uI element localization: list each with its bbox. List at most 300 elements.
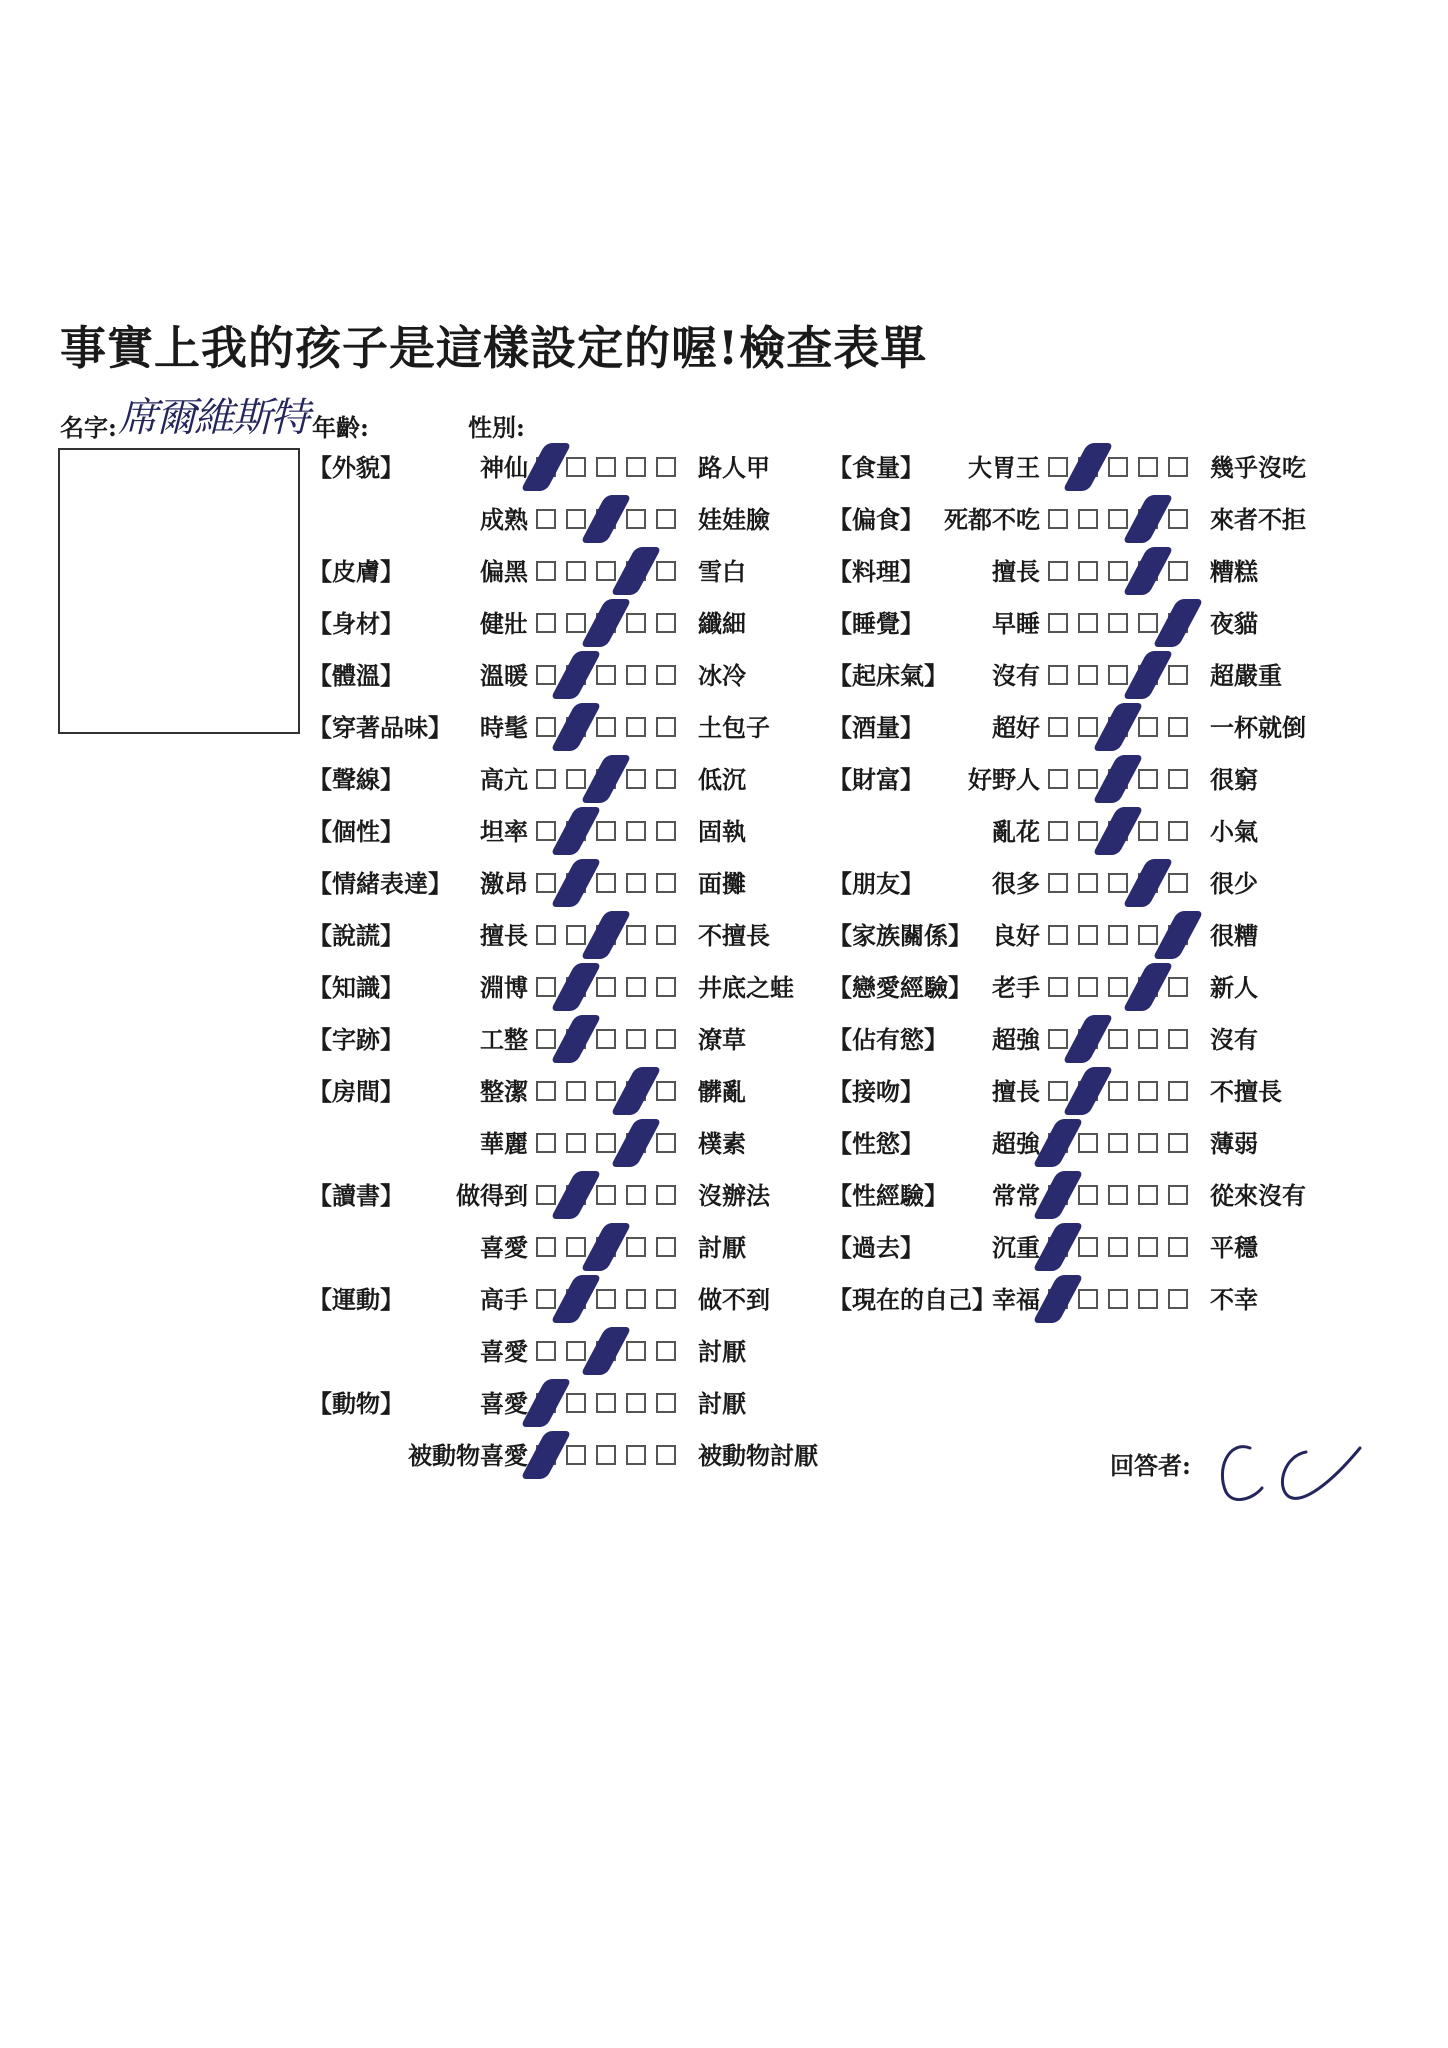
rating-checkbox[interactable]: [626, 613, 646, 633]
rating-checkbox[interactable]: [656, 561, 676, 581]
right-option-label: 潦草: [698, 1025, 746, 1054]
rating-checkbox[interactable]: [626, 509, 646, 529]
rating-checkbox[interactable]: [1168, 821, 1188, 841]
rating-checkbox[interactable]: [656, 509, 676, 529]
rating-checkbox[interactable]: [656, 613, 676, 633]
rating-checkbox[interactable]: [566, 769, 586, 789]
rating-checkbox[interactable]: [1138, 1133, 1158, 1153]
left-checklist-row: [308, 552, 828, 592]
left-option-label: 溫暖: [480, 661, 528, 690]
rating-scale: [536, 509, 686, 533]
rating-checkbox[interactable]: [1108, 613, 1128, 633]
right-option-label: 沒辦法: [698, 1181, 770, 1210]
rating-checkbox[interactable]: [1048, 977, 1068, 997]
rating-checkbox[interactable]: [626, 769, 646, 789]
left-option-label: 亂花: [992, 817, 1040, 846]
rating-checkbox[interactable]: [1138, 1237, 1158, 1257]
rating-checkbox[interactable]: [656, 665, 676, 685]
left-option-label: 時髦: [480, 713, 528, 742]
left-checklist-row: [308, 812, 828, 852]
rating-checkbox[interactable]: [1168, 977, 1188, 997]
check-mark: [1122, 963, 1174, 1011]
check-mark: [550, 703, 602, 751]
rating-checkbox[interactable]: [536, 1029, 556, 1049]
right-option-label: 小氣: [1210, 817, 1258, 846]
rating-checkbox[interactable]: [1048, 561, 1068, 581]
category-label: 【讀書】: [308, 1181, 404, 1210]
check-mark: [610, 1119, 662, 1167]
right-option-label: 髒亂: [698, 1077, 746, 1106]
rating-checkbox[interactable]: [1048, 1029, 1068, 1049]
rating-checkbox[interactable]: [566, 613, 586, 633]
rating-checkbox[interactable]: [1108, 1289, 1128, 1309]
right-option-label: 做不到: [698, 1285, 770, 1314]
rating-checkbox[interactable]: [1138, 769, 1158, 789]
right-checklist-row: [828, 864, 1348, 904]
right-option-label: 幾乎沒吃: [1210, 453, 1306, 482]
rating-checkbox[interactable]: [626, 873, 646, 893]
rating-checkbox[interactable]: [596, 561, 616, 581]
rating-checkbox[interactable]: [1078, 1289, 1098, 1309]
rating-checkbox[interactable]: [1108, 561, 1128, 581]
rating-checkbox[interactable]: [1138, 457, 1158, 477]
left-option-label: 成熟: [480, 505, 528, 534]
name-signature: 席爾維斯特: [118, 395, 308, 441]
rating-scale: [1048, 1185, 1198, 1209]
rating-checkbox[interactable]: [1078, 821, 1098, 841]
check-mark: [580, 599, 632, 647]
left-option-label: 擅長: [992, 557, 1040, 586]
rating-scale: [1048, 821, 1198, 845]
right-option-label: 討厭: [698, 1337, 746, 1366]
rating-checkbox[interactable]: [536, 769, 556, 789]
rating-checkbox[interactable]: [596, 1289, 616, 1309]
right-option-label: 不擅長: [698, 921, 770, 950]
check-mark: [1122, 495, 1174, 543]
left-option-label: 做得到: [456, 1181, 528, 1210]
rating-checkbox[interactable]: [566, 1393, 586, 1413]
rating-checkbox[interactable]: [566, 1133, 586, 1153]
rating-checkbox[interactable]: [626, 1445, 646, 1465]
right-checklist-row: [828, 916, 1348, 956]
rating-checkbox[interactable]: [1168, 1081, 1188, 1101]
rating-checkbox[interactable]: [1078, 977, 1098, 997]
rating-checkbox[interactable]: [536, 613, 556, 633]
check-mark: [1092, 807, 1144, 855]
rating-scale: [1048, 665, 1198, 689]
left-option-label: 死都不吃: [944, 505, 1040, 534]
rating-checkbox[interactable]: [1078, 665, 1098, 685]
right-checklist-row: [828, 656, 1348, 696]
rating-checkbox[interactable]: [626, 925, 646, 945]
left-option-label: 沉重: [992, 1233, 1040, 1262]
rating-checkbox[interactable]: [536, 925, 556, 945]
rating-checkbox[interactable]: [596, 665, 616, 685]
rating-checkbox[interactable]: [596, 1133, 616, 1153]
rating-checkbox[interactable]: [1168, 873, 1188, 893]
right-checklist-row: [828, 604, 1348, 644]
category-label: 【過去】: [828, 1233, 924, 1262]
left-checklist-row: [308, 760, 828, 800]
rating-scale: [1048, 873, 1198, 897]
right-checklist-row: [828, 500, 1348, 540]
rating-checkbox[interactable]: [1048, 613, 1068, 633]
right-checklist-row: [828, 1280, 1348, 1320]
rating-checkbox[interactable]: [1108, 873, 1128, 893]
left-checklist-row: [308, 604, 828, 644]
check-mark: [1062, 1067, 1114, 1115]
rating-checkbox[interactable]: [536, 561, 556, 581]
rating-checkbox[interactable]: [566, 457, 586, 477]
category-label: 【料理】: [828, 557, 924, 586]
left-option-label: 健壯: [480, 609, 528, 638]
rating-checkbox[interactable]: [596, 1029, 616, 1049]
rating-checkbox[interactable]: [1168, 1289, 1188, 1309]
rating-checkbox[interactable]: [1108, 1029, 1128, 1049]
rating-checkbox[interactable]: [1168, 1133, 1188, 1153]
rating-checkbox[interactable]: [1108, 977, 1128, 997]
rating-scale: [1048, 1081, 1198, 1105]
right-option-label: 討厭: [698, 1389, 746, 1418]
rating-checkbox[interactable]: [536, 509, 556, 529]
category-label: 【佔有慾】: [828, 1025, 948, 1054]
category-label: 【偏食】: [828, 505, 924, 534]
rating-checkbox[interactable]: [626, 1237, 646, 1257]
left-option-label: 常常: [992, 1181, 1040, 1210]
left-option-label: 神仙: [480, 453, 528, 482]
rating-scale: [536, 873, 686, 897]
check-mark: [1062, 1015, 1114, 1063]
rating-checkbox[interactable]: [536, 717, 556, 737]
rating-checkbox[interactable]: [656, 873, 676, 893]
left-checklist-row: [308, 1020, 828, 1060]
rating-checkbox[interactable]: [1168, 1237, 1188, 1257]
rating-checkbox[interactable]: [656, 1185, 676, 1205]
rating-scale: [536, 1393, 686, 1417]
rating-checkbox[interactable]: [536, 1341, 556, 1361]
rating-checkbox[interactable]: [1048, 665, 1068, 685]
check-mark: [1062, 443, 1114, 491]
rating-checkbox[interactable]: [656, 1341, 676, 1361]
rating-checkbox[interactable]: [1138, 1185, 1158, 1205]
rating-checkbox[interactable]: [656, 1081, 676, 1101]
rating-scale: [536, 925, 686, 949]
category-label: 【外貌】: [308, 453, 404, 482]
left-checklist-row: [308, 448, 828, 488]
rating-checkbox[interactable]: [1138, 613, 1158, 633]
rating-checkbox[interactable]: [1048, 509, 1068, 529]
rating-checkbox[interactable]: [656, 1133, 676, 1153]
rating-checkbox[interactable]: [566, 1445, 586, 1465]
right-checklist-row: [828, 1020, 1348, 1060]
rating-checkbox[interactable]: [656, 1237, 676, 1257]
check-mark: [1122, 651, 1174, 699]
rating-checkbox[interactable]: [626, 457, 646, 477]
rating-checkbox[interactable]: [1138, 717, 1158, 737]
rating-checkbox[interactable]: [626, 977, 646, 997]
right-checklist-row: [828, 1124, 1348, 1164]
rating-checkbox[interactable]: [1078, 1237, 1098, 1257]
rating-scale: [536, 1445, 686, 1469]
left-checklist-row: [308, 1228, 828, 1268]
rating-checkbox[interactable]: [1138, 1081, 1158, 1101]
rating-checkbox[interactable]: [1078, 561, 1098, 581]
right-option-label: 一杯就倒: [1210, 713, 1306, 742]
category-label: 【性慾】: [828, 1129, 924, 1158]
left-option-label: 華麗: [480, 1129, 528, 1158]
left-checklist-row: [308, 1124, 828, 1164]
right-checklist-row: [828, 968, 1348, 1008]
rating-checkbox[interactable]: [1108, 925, 1128, 945]
rating-checkbox[interactable]: [1078, 1185, 1098, 1205]
category-label: 【聲線】: [308, 765, 404, 794]
category-label: 【朋友】: [828, 869, 924, 898]
left-option-label: 擅長: [480, 921, 528, 950]
rating-checkbox[interactable]: [1138, 1029, 1158, 1049]
rating-checkbox[interactable]: [1138, 821, 1158, 841]
rating-checkbox[interactable]: [1168, 561, 1188, 581]
right-option-label: 被動物討厭: [698, 1441, 818, 1470]
rating-checkbox[interactable]: [656, 1393, 676, 1413]
category-label: 【動物】: [308, 1389, 404, 1418]
category-label: 【現在的自己】: [828, 1285, 996, 1314]
rating-checkbox[interactable]: [626, 665, 646, 685]
rating-checkbox[interactable]: [596, 977, 616, 997]
check-mark: [550, 807, 602, 855]
rating-checkbox[interactable]: [1048, 457, 1068, 477]
check-mark: [550, 963, 602, 1011]
rating-checkbox[interactable]: [566, 509, 586, 529]
rating-checkbox[interactable]: [626, 1393, 646, 1413]
category-label: 【性經驗】: [828, 1181, 948, 1210]
category-label: 【說謊】: [308, 921, 404, 950]
rating-scale: [1048, 509, 1198, 533]
rating-checkbox[interactable]: [1108, 509, 1128, 529]
rating-checkbox[interactable]: [1108, 1237, 1128, 1257]
rating-scale: [1048, 457, 1198, 481]
category-label: 【食量】: [828, 453, 924, 482]
rating-checkbox[interactable]: [1108, 457, 1128, 477]
rating-checkbox[interactable]: [596, 1445, 616, 1465]
rating-checkbox[interactable]: [536, 1237, 556, 1257]
left-option-label: 坦率: [480, 817, 528, 846]
right-option-label: 井底之蛙: [698, 973, 794, 1002]
rating-checkbox[interactable]: [1078, 925, 1098, 945]
rating-checkbox[interactable]: [596, 457, 616, 477]
rating-checkbox[interactable]: [1168, 509, 1188, 529]
rating-checkbox[interactable]: [566, 925, 586, 945]
left-option-label: 幸福: [992, 1285, 1040, 1314]
rating-scale: [536, 1289, 686, 1313]
right-checklist-row: [828, 708, 1348, 748]
rating-checkbox[interactable]: [1168, 457, 1188, 477]
rating-checkbox[interactable]: [626, 1289, 646, 1309]
left-option-label: 整潔: [480, 1077, 528, 1106]
rating-checkbox[interactable]: [536, 665, 556, 685]
left-checklist-row: [308, 1280, 828, 1320]
rating-checkbox[interactable]: [656, 925, 676, 945]
right-option-label: 超嚴重: [1210, 661, 1282, 690]
category-label: 【財富】: [828, 765, 924, 794]
rating-scale: [1048, 717, 1198, 741]
left-option-label: 工整: [480, 1025, 528, 1054]
rating-checkbox[interactable]: [596, 717, 616, 737]
rating-checkbox[interactable]: [626, 1341, 646, 1361]
rating-scale: [1048, 561, 1198, 585]
check-mark: [610, 547, 662, 595]
rating-checkbox[interactable]: [536, 873, 556, 893]
left-option-label: 高手: [480, 1285, 528, 1314]
rating-checkbox[interactable]: [536, 821, 556, 841]
rating-checkbox[interactable]: [596, 873, 616, 893]
rating-checkbox[interactable]: [1078, 509, 1098, 529]
right-option-label: 新人: [1210, 973, 1258, 1002]
respondent-label: 回答者:: [1110, 1451, 1191, 1480]
rating-checkbox[interactable]: [656, 1445, 676, 1465]
left-option-label: 喜愛: [480, 1233, 528, 1262]
right-checklist-row: [828, 448, 1348, 488]
rating-scale: [1048, 1289, 1198, 1313]
rating-checkbox[interactable]: [596, 1185, 616, 1205]
right-option-label: 固執: [698, 817, 746, 846]
check-mark: [550, 1171, 602, 1219]
right-option-label: 很窮: [1210, 765, 1258, 794]
rating-checkbox[interactable]: [536, 1133, 556, 1153]
rating-checkbox[interactable]: [596, 821, 616, 841]
right-option-label: 從來沒有: [1210, 1181, 1306, 1210]
rating-checkbox[interactable]: [1138, 1289, 1158, 1309]
check-mark: [580, 911, 632, 959]
right-option-label: 樸素: [698, 1129, 746, 1158]
rating-checkbox[interactable]: [566, 1237, 586, 1257]
rating-checkbox[interactable]: [1048, 769, 1068, 789]
rating-checkbox[interactable]: [596, 1081, 616, 1101]
right-checklist-row: [828, 1072, 1348, 1112]
check-mark: [580, 1327, 632, 1375]
rating-checkbox[interactable]: [626, 717, 646, 737]
rating-checkbox[interactable]: [536, 1185, 556, 1205]
right-option-label: 薄弱: [1210, 1129, 1258, 1158]
rating-checkbox[interactable]: [656, 821, 676, 841]
category-label: 【接吻】: [828, 1077, 924, 1106]
rating-checkbox[interactable]: [626, 1185, 646, 1205]
category-label: 【家族關係】: [828, 921, 972, 950]
rating-checkbox[interactable]: [1108, 665, 1128, 685]
rating-checkbox[interactable]: [656, 457, 676, 477]
rating-scale: [536, 1185, 686, 1209]
right-option-label: 路人甲: [698, 453, 770, 482]
category-label: 【身材】: [308, 609, 404, 638]
rating-scale: [1048, 1133, 1198, 1157]
rating-scale: [1048, 1029, 1198, 1053]
rating-checkbox[interactable]: [1168, 665, 1188, 685]
right-option-label: 冰冷: [698, 661, 746, 690]
rating-checkbox[interactable]: [626, 821, 646, 841]
category-label: 【房間】: [308, 1077, 404, 1106]
category-label: 【情緒表達】: [308, 869, 452, 898]
rating-scale: [536, 769, 686, 793]
rating-checkbox[interactable]: [596, 1393, 616, 1413]
rating-scale: [1048, 613, 1198, 637]
rating-checkbox[interactable]: [1168, 717, 1188, 737]
right-checklist-row: [828, 552, 1348, 592]
rating-checkbox[interactable]: [566, 1341, 586, 1361]
right-checklist-row: [828, 760, 1348, 800]
left-option-label: 老手: [992, 973, 1040, 1002]
left-checklist-row: [308, 708, 828, 748]
right-checklist-row: [828, 1228, 1348, 1268]
rating-checkbox[interactable]: [536, 977, 556, 997]
rating-checkbox[interactable]: [656, 1289, 676, 1309]
left-option-label: 超好: [992, 713, 1040, 742]
rating-checkbox[interactable]: [1078, 1133, 1098, 1153]
rating-checkbox[interactable]: [1108, 1185, 1128, 1205]
category-label: 【運動】: [308, 1285, 404, 1314]
check-mark: [580, 1223, 632, 1271]
right-option-label: 雪白: [698, 557, 746, 586]
rating-checkbox[interactable]: [1168, 1029, 1188, 1049]
right-checklist-row: [828, 1176, 1348, 1216]
rating-checkbox[interactable]: [1078, 769, 1098, 789]
rating-checkbox[interactable]: [656, 717, 676, 737]
rating-checkbox[interactable]: [566, 561, 586, 581]
left-checklist-row: [308, 916, 828, 956]
left-option-label: 喜愛: [480, 1337, 528, 1366]
check-mark: [1092, 703, 1144, 751]
category-label: 【酒量】: [828, 713, 924, 742]
category-label: 【睡覺】: [828, 609, 924, 638]
rating-checkbox[interactable]: [656, 977, 676, 997]
rating-checkbox[interactable]: [1168, 769, 1188, 789]
check-mark: [1152, 599, 1204, 647]
page-title: 事實上我的孩子是這樣設定的喔!檢查表單: [60, 321, 928, 375]
rating-checkbox[interactable]: [1048, 717, 1068, 737]
category-label: 【知識】: [308, 973, 404, 1002]
rating-scale: [536, 561, 686, 585]
rating-checkbox[interactable]: [1138, 925, 1158, 945]
rating-checkbox[interactable]: [1078, 613, 1098, 633]
rating-scale: [536, 1081, 686, 1105]
rating-checkbox[interactable]: [1108, 1081, 1128, 1101]
rating-checkbox[interactable]: [656, 769, 676, 789]
rating-checkbox[interactable]: [1078, 873, 1098, 893]
rating-checkbox[interactable]: [1108, 1133, 1128, 1153]
rating-checkbox[interactable]: [1078, 717, 1098, 737]
check-mark: [1122, 859, 1174, 907]
check-mark: [1152, 911, 1204, 959]
right-option-label: 低沉: [698, 765, 746, 794]
right-option-label: 不擅長: [1210, 1077, 1282, 1106]
rating-checkbox[interactable]: [1048, 873, 1068, 893]
rating-checkbox[interactable]: [626, 1029, 646, 1049]
rating-checkbox[interactable]: [536, 1289, 556, 1309]
rating-checkbox[interactable]: [1048, 1081, 1068, 1101]
right-option-label: 土包子: [698, 713, 770, 742]
right-option-label: 討厭: [698, 1233, 746, 1262]
left-option-label: 淵博: [480, 973, 528, 1002]
left-option-label: 超強: [992, 1025, 1040, 1054]
rating-checkbox[interactable]: [1168, 1185, 1188, 1205]
rating-scale: [1048, 925, 1198, 949]
category-label: 【戀愛經驗】: [828, 973, 972, 1002]
rating-checkbox[interactable]: [536, 1081, 556, 1101]
rating-checkbox[interactable]: [1048, 821, 1068, 841]
rating-checkbox[interactable]: [1048, 925, 1068, 945]
rating-checkbox[interactable]: [656, 1029, 676, 1049]
right-option-label: 纖細: [698, 609, 746, 638]
rating-checkbox[interactable]: [566, 1081, 586, 1101]
left-checklist-row: [308, 864, 828, 904]
